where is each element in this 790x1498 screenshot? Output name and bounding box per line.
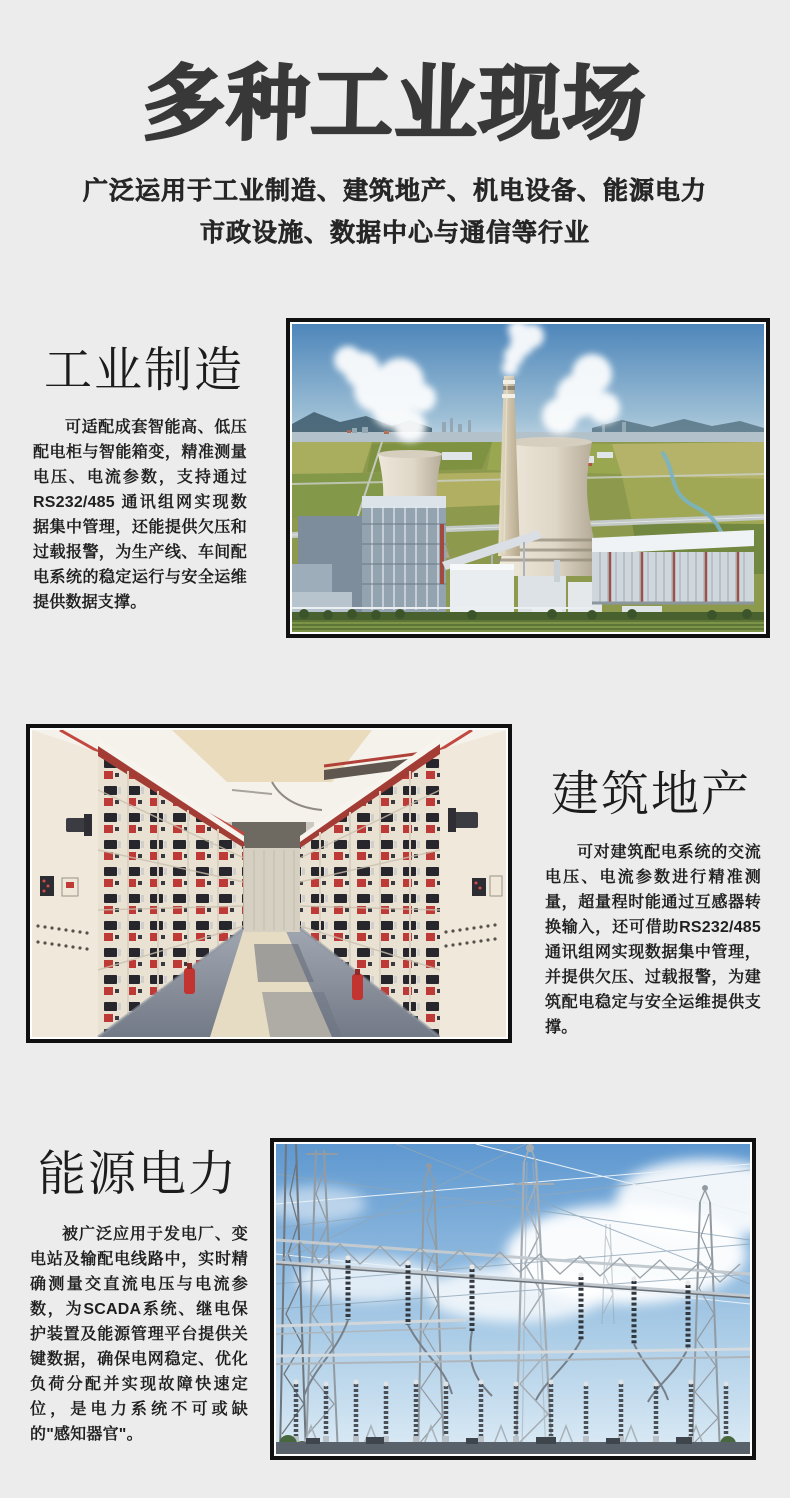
substation-photo (270, 1138, 756, 1460)
section-body-industrial-manufacturing: 可适配成套智能高、低压配电柜与智能箱变，精准测量电压、电流参数，支持通过RS232/485 通讯组网实现数据集中管理，还能提供欠压和过载报警，为生产线、车间配电系统的稳定运行与安全运维提供数据支撑。 (33, 419, 247, 611)
page-title: 多种工业现场 (141, 59, 649, 150)
section-title-energy-power: 能源电力 (38, 1148, 239, 1201)
page-subtitle-line1: 广泛运用于工业制造、建筑地产、机电设备、能源电力 (82, 177, 707, 205)
section-body-construction-real-estate: 可对建筑配电系统的交流电压、电流参数进行精准测量，超量程时能通过互感器转换输入，还可借助RS232/485 通讯组网实现数据集中管理，并提供欠压、过载报警，为建筑配电稳定与安全运维提供支撑。 (545, 844, 761, 1036)
section-title-industrial-manufacturing: 工业制造 (44, 344, 245, 397)
switchgear-room-photo (26, 724, 512, 1043)
power-plant-photo (286, 318, 770, 638)
section-body-energy-power: 被广泛应用于发电厂、变电站及输配电线路中，实时精确测量交直流电压与电流参数，为SCADA系统、继电保护装置及能源管理平台提供关键数据，确保电网稳定、优化负荷分配并实现故障快速定位，是电力系统不可或缺的"感知器官"。 (30, 1226, 248, 1443)
page-subtitle-line2: 市政设施、数据中心与通信等行业 (199, 219, 590, 247)
section-title-construction-real-estate: 建筑地产 (551, 768, 752, 821)
